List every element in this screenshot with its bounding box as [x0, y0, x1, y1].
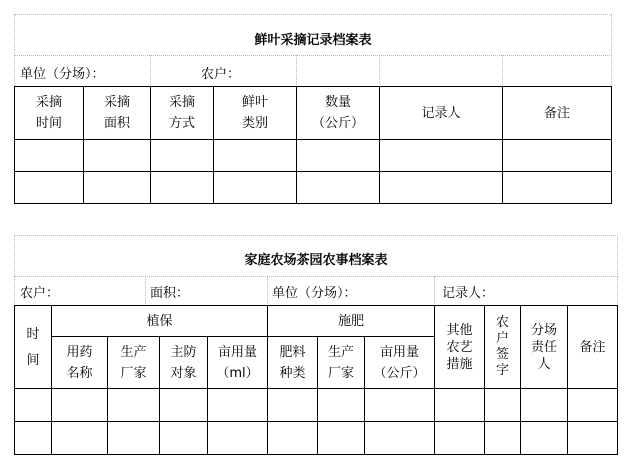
- area-label: 面积：: [150, 286, 190, 301]
- header-pesticide-name: 用药 名称: [66, 344, 93, 381]
- header-fertilizer-dosage: 亩用量 （公斤）: [373, 344, 426, 381]
- table-title: 鲜叶采摘记录档案表: [254, 33, 372, 48]
- header-remark: 备注: [543, 105, 570, 121]
- header-responsible-person: 分场 责任 人: [530, 322, 557, 372]
- header-target-pest: 主防 对象: [170, 344, 197, 381]
- header-picking-method: 采摘 方式: [168, 95, 195, 131]
- table-row[interactable]: [15, 422, 617, 454]
- fresh-leaf-picking-record-table: [14, 14, 612, 204]
- family-farm-tea-garden-record-table: [14, 235, 618, 457]
- header-farmer-sign: 农 户 签 字: [495, 315, 509, 378]
- farmer-label: 农户：: [201, 67, 241, 82]
- table-title: 家庭农场茶园农事档案表: [244, 253, 388, 268]
- header-plant-protection: 植保: [146, 313, 173, 329]
- header-other-measures: 其他 农艺 措施: [446, 322, 473, 372]
- header-fertilizer-manufacturer: 生产 厂家: [327, 344, 354, 381]
- header-recorder: 记录人: [421, 105, 461, 121]
- header-leaf-type: 鲜叶 类别: [241, 95, 268, 131]
- header-remark: 备注: [579, 339, 606, 355]
- header-picking-time: 采摘 时间: [35, 95, 62, 131]
- unit-label: 单位（分场）：: [20, 67, 105, 82]
- header-fertilizer-type: 肥料 种类: [279, 344, 306, 381]
- header-pesticide-dosage: 亩用量 （ml）: [216, 344, 259, 381]
- unit-label: 单位（分场）：: [272, 286, 357, 301]
- header-fertilizing: 施肥: [337, 313, 364, 329]
- table-row[interactable]: [15, 140, 611, 171]
- header-time: 时 间: [26, 326, 40, 368]
- table-row[interactable]: [15, 172, 611, 203]
- table-row[interactable]: [15, 389, 617, 421]
- header-quantity: 数量 （公斤）: [311, 95, 364, 131]
- header-picking-area: 采摘 面积: [103, 95, 130, 131]
- header-pesticide-manufacturer: 生产 厂家: [120, 344, 147, 381]
- recorder-label: 记录人：: [442, 286, 495, 301]
- farmer-label: 农户：: [20, 286, 60, 301]
